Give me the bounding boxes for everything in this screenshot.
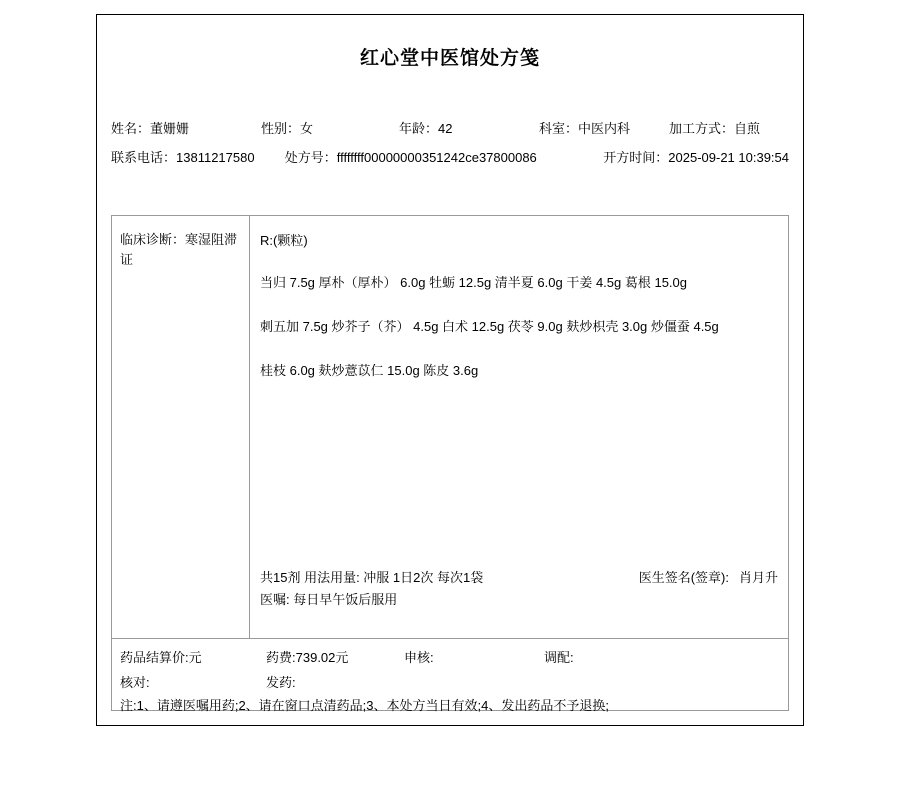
prescription-footer <box>260 568 778 610</box>
prescription-content-cell <box>250 216 788 638</box>
prescription-number-field <box>285 147 604 166</box>
prescription-time-label: 开方时间： <box>603 150 669 165</box>
prescription-sheet <box>96 14 804 726</box>
patient-info-row-2 <box>111 147 789 166</box>
patient-dept-value: 中医内科 <box>578 121 631 136</box>
deliver-field <box>266 672 296 691</box>
prescription-body <box>111 215 789 639</box>
review-field <box>404 647 544 666</box>
settle-price-value: 元 <box>188 650 202 665</box>
usage-text: 共15剂 用法用量: 冲服 1日2次 每次1袋 <box>260 570 484 585</box>
patient-dept-field <box>539 118 669 137</box>
prescription-time-field <box>603 147 789 166</box>
prescription-time-value: 2025-09-21 10:39:54 <box>668 150 789 165</box>
prescription-bottom-box <box>111 639 789 711</box>
patient-dept-label: 科室： <box>539 121 579 136</box>
patient-gender-field <box>261 118 399 137</box>
herb-line: 刺五加 7.5g 炒芥子（芥） 4.5g 白术 12.5g 茯苓 9.0g 麸炒枳壳 3.0g 炒僵蚕 4.5g <box>260 319 719 334</box>
settle-price-label: 药品结算价: <box>120 650 189 665</box>
bottom-row-2 <box>120 672 780 691</box>
patient-age-field <box>399 118 539 137</box>
process-method-field <box>669 118 760 137</box>
settle-price-field <box>120 647 266 666</box>
deliver-label: 发药: <box>266 675 296 690</box>
bottom-row-1 <box>120 647 780 666</box>
dispense-field <box>544 647 574 666</box>
patient-age-value: 42 <box>438 121 453 136</box>
usage-and-signature-row <box>260 568 778 588</box>
patient-name-value: 董姗姗 <box>150 121 190 136</box>
patient-name-field <box>111 118 261 137</box>
drug-fee-value: 739.02元 <box>295 650 349 665</box>
patient-info-row-1 <box>111 118 789 137</box>
patient-gender-label: 性别： <box>261 121 301 136</box>
patient-name-label: 姓名： <box>111 121 151 136</box>
drug-fee-field <box>266 647 404 666</box>
verify-label: 核对: <box>120 675 150 690</box>
prescription-number-label: 处方号： <box>284 150 337 165</box>
patient-phone-value: 13811217580 <box>176 150 255 165</box>
process-method-value: 自煎 <box>734 121 761 136</box>
diagnosis-label: 临床诊断： <box>120 232 186 247</box>
medical-advice: 医嘱: 每日早午饭后服用 <box>260 592 398 607</box>
herb-line: 当归 7.5g 厚朴（厚朴） 6.0g 牡蛎 12.5g 清半夏 6.0g 干姜 4.5g 葛根 15.0g <box>260 275 688 290</box>
herb-line: 桂枝 6.0g 麸炒薏苡仁 15.0g 陈皮 3.6g <box>260 363 479 378</box>
drug-fee-label: 药费: <box>266 650 296 665</box>
doctor-signature <box>639 568 778 588</box>
doctor-signature-label: 医生签名(签章): <box>638 570 729 585</box>
prescription-number-value: ffffffff00000000351242ce37800086 <box>336 150 537 165</box>
dispense-label: 调配: <box>544 650 574 665</box>
doctor-signature-value: 肖月升 <box>738 570 778 585</box>
patient-gender-value: 女 <box>300 121 314 136</box>
process-method-label: 加工方式： <box>669 121 735 136</box>
verify-field <box>120 672 266 691</box>
page-title: 红心堂中医馆处方笺 <box>359 48 540 69</box>
diagnosis-cell <box>112 216 250 638</box>
review-label: 申核: <box>404 650 434 665</box>
patient-phone-label: 联系电话： <box>111 150 177 165</box>
footer-note: 注:1、请遵医嘱用药;2、请在窗口点清药品;3、本处方当日有效;4、发出药品不予退换; <box>120 698 609 713</box>
patient-info-block <box>97 118 803 166</box>
diagnosis-value: 寒湿阻滞证 <box>120 232 238 267</box>
prescription-type-label: R:(颗粒) <box>260 233 308 248</box>
patient-phone-field <box>111 147 285 166</box>
patient-age-label: 年龄： <box>399 121 439 136</box>
